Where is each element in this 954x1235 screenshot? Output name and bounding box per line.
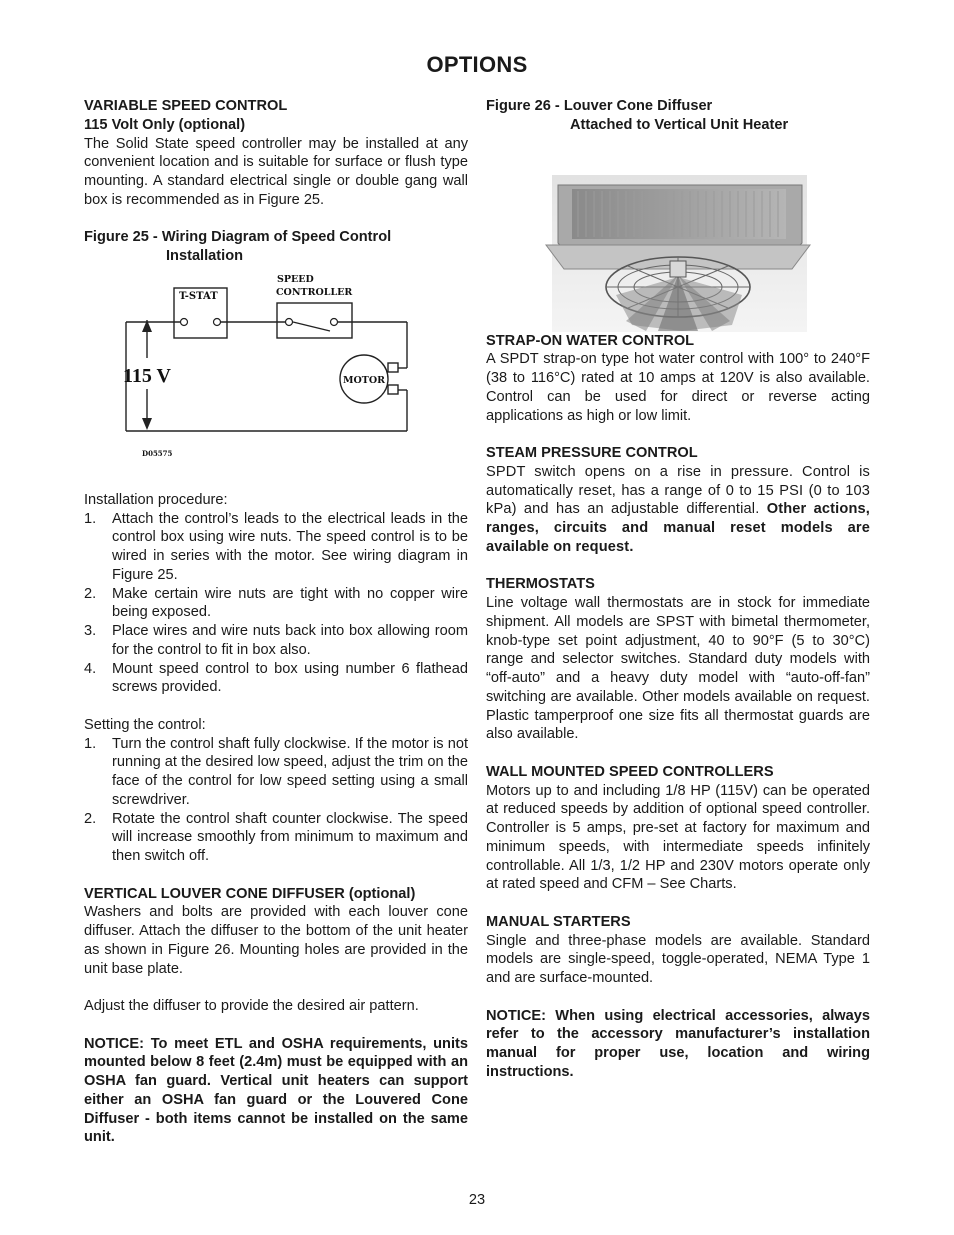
speed-label-line1: SPEED [277, 273, 314, 285]
strap-on-water-control-heading: STRAP-ON WATER CONTROL [486, 332, 695, 349]
figure-25-caption [84, 228, 468, 266]
right-column [486, 97, 870, 1082]
variable-speed-control-body: The Solid State speed controller may be installed at any convenient location and is suitable for surface or flush type mounting. A standard electrical single or double gang wall box is recommended as in Figure 25. [84, 135, 468, 208]
motor-label: MOTOR [343, 374, 386, 386]
louver-cone-diffuser-photo [486, 135, 870, 332]
thermostats-body: Line voltage wall thermostats are in stock for immediate shipment. All models are SPST with bimetal thermometer, knob-type set point adjustment, 40 to 90°F (5 to 30°C) range and selector switches. Standard duty models with “off-auto” and a heavy duty model with “auto-off-fan” switching are available. Other models available on request. Plastic tamperproof one size fits all thermostat guards are also available. [486, 595, 870, 743]
notice-electrical-accessories: NOTICE: When using electrical accessories, always refer to the accessory manufacturer’s installation manual for proper use, location and wiring instructions. [486, 1007, 870, 1080]
steam-pressure-control-heading: STEAM PRESSURE CONTROL [486, 445, 698, 461]
installation-steps [84, 510, 468, 698]
wiring-diagram-svg [84, 266, 468, 491]
wall-mounted-speed-controllers-body: Motors up to and including 1/8 HP (115V) can be operated at reduced speeds by addition of optional speed controller. Controller is 5 amps, pre-set at factory for maximum and minimum speeds, with intermediate speeds infinitely controllable. All 1/3, 1/2 HP and 230V motors operate only at rated speed and CFM – See Charts. [486, 782, 870, 893]
page-number: 23 [468, 1192, 486, 1208]
speed-label-line2: CONTROLLER [276, 286, 353, 298]
variable-speed-control-heading: VARIABLE SPEED CONTROL [84, 98, 288, 114]
vertical-louver-cone-diffuser-body: Washers and bolts are provided with each louver cone diffuser. Attach the diffuser to the bottom of the unit heater as shown in Figure 26. Mounting holes are provided in the unit base plate. [84, 904, 468, 977]
page-title: OPTIONS [426, 52, 528, 77]
wall-mounted-speed-controllers-heading: WALL MOUNTED SPEED CONTROLLERS [486, 763, 774, 780]
variable-speed-control-subheading: 115 Volt Only (optional) [84, 116, 246, 133]
figure-26-caption [486, 97, 870, 135]
list-item: 2. Rotate the control shaft counter clockwise. The speed will increase smoothly from minimum to maximum and then switch off. [84, 810, 468, 864]
adjust-diffuser-text: Adjust the diffuser to provide the desired air pattern. [84, 998, 419, 1014]
manual-starters-body: Single and three-phase models are available. Standard models are single-speed, toggle-operated, NEMA Type 1 and are surface-mounted. [486, 932, 870, 986]
list-item: 2. Make certain wire nuts are tight with no copper wire being exposed. [84, 585, 468, 621]
wiring-diagram [84, 266, 468, 491]
setting-steps [84, 735, 468, 866]
list-item: 1. Attach the control’s leads to the electrical leads in the control box using wire nuts. The speed control is to be wired in series with the motor. See wiring diagram in Figure 25. [84, 510, 468, 583]
strap-on-water-control-body: A SPDT strap-on type hot water control with 100° to 240°F (38 to 116°C) rated at 10 amps at 120V is also available. Control can be used for direct or reverse acting applications as high or low limit. [486, 351, 870, 424]
figure-26-caption-line2: Attached to Vertical Unit Heater [570, 116, 789, 133]
vertical-louver-cone-diffuser-heading: VERTICAL LOUVER CONE DIFFUSER (optional) [84, 885, 416, 902]
steam-pressure-control-body: SPDT switch opens on a rise in pressure. Control is automatically reset, has a range of 0 to 15 PSI (0 to 103 kPa) and has an adjustable differential. Other actions, ranges, circuits and manual reset models are available on request. [486, 463, 870, 555]
figure-26-caption-line1: Figure 26 - Louver Cone Diffuser [486, 98, 713, 114]
voltage-label: 115 V [123, 364, 171, 387]
tstat-label: T-STAT [179, 290, 218, 302]
notice-osha: NOTICE: To meet ETL and OSHA requirements, units mounted below 8 feet (2.4m) must be equipped with an OSHA fan guard. Vertical unit heaters can support either an OSHA fan guard or the Louvered Cone Diffuser - both items cannot be installed on the same unit. [84, 1035, 468, 1146]
list-item: 4. Mount speed control to box using number 6 flathead screws provided. [84, 660, 468, 696]
figure-25-caption-line2: Installation [166, 248, 244, 264]
manual-starters-heading: MANUAL STARTERS [486, 913, 631, 930]
louver-cone-diffuser-illustration [486, 135, 870, 332]
list-item: 1. Turn the control shaft fully clockwise. If the motor is not running at the desired low speed, adjust the trim on the face of the control for low speed setting using a small screwdriver. [84, 735, 468, 808]
left-column [84, 97, 468, 1147]
thermostats-heading: THERMOSTATS [486, 576, 595, 593]
list-item: 3. Place wires and wire nuts back into box allowing room for the control to fit in box also. [84, 623, 468, 658]
steam-pressure-control-body-bold: Other actions, ranges, circuits and manual reset models are available on request. [486, 501, 870, 555]
installation-intro: Installation procedure: [84, 491, 228, 508]
setting-intro: Setting the control: [84, 716, 206, 733]
figure-25-caption-line1: Figure 25 - Wiring Diagram of Speed Control [84, 229, 392, 246]
diagram-code-label: D05575 [142, 448, 173, 458]
